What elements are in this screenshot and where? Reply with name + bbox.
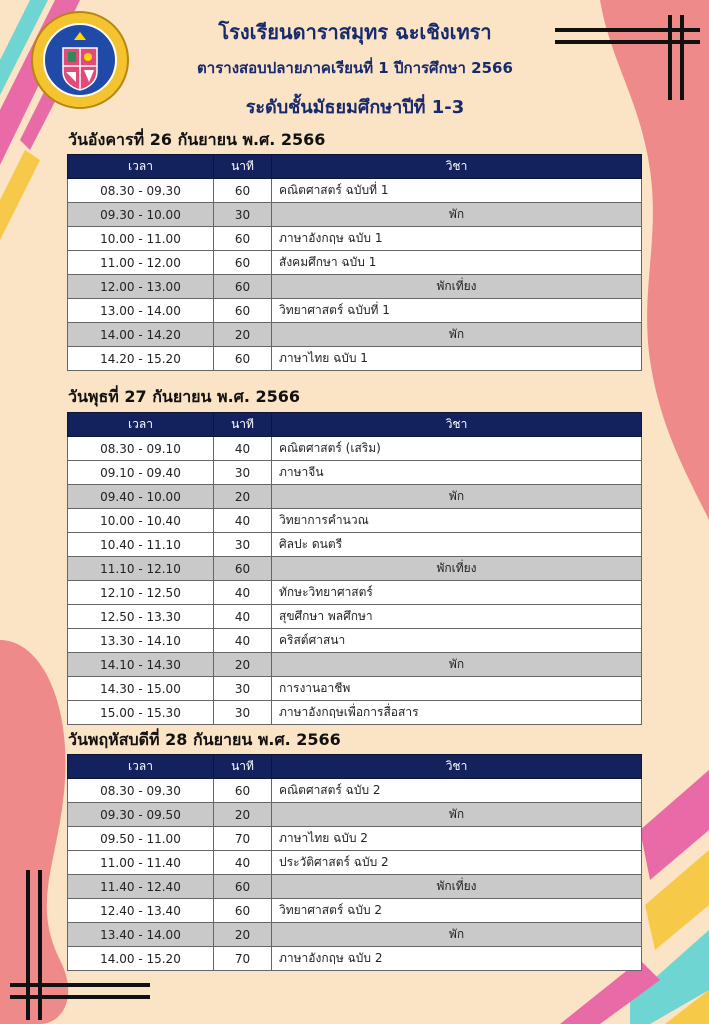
time-cell: 14.00 - 15.20: [68, 947, 214, 971]
break-row: [68, 875, 642, 899]
header-subject: วิชา: [272, 155, 642, 179]
table-header-row: [68, 413, 642, 437]
break-row: [68, 653, 642, 677]
table-row: [68, 509, 642, 533]
header-time: เวลา: [68, 155, 214, 179]
subject-cell: พักเที่ยง: [272, 275, 642, 299]
subject-cell: การงานอาชีพ: [272, 677, 642, 701]
table-row: [68, 533, 642, 557]
subject-cell: คณิตศาสตร์ ฉบับที่ 1: [272, 179, 642, 203]
header-time: เวลา: [68, 755, 214, 779]
minutes-cell: 60: [214, 299, 272, 323]
minutes-cell: 30: [214, 701, 272, 725]
time-cell: 10.00 - 10.40: [68, 509, 214, 533]
table-row: [68, 437, 642, 461]
time-cell: 11.00 - 11.40: [68, 851, 214, 875]
break-row: [68, 203, 642, 227]
minutes-cell: 20: [214, 653, 272, 677]
subject-cell: ประวัติศาสตร์ ฉบับ 2: [272, 851, 642, 875]
table-row: [68, 461, 642, 485]
break-row: [68, 275, 642, 299]
break-row: [68, 485, 642, 509]
minutes-cell: 20: [214, 323, 272, 347]
minutes-cell: 60: [214, 779, 272, 803]
school-name: โรงเรียนดาราสมุทร ฉะเชิงเทรา: [218, 20, 492, 44]
time-cell: 09.40 - 10.00: [68, 485, 214, 509]
subject-cell: ภาษาอังกฤษ ฉบับ 1: [272, 227, 642, 251]
header-minutes: นาที: [214, 413, 272, 437]
time-cell: 11.40 - 12.40: [68, 875, 214, 899]
minutes-cell: 60: [214, 251, 272, 275]
subject-cell: คณิตศาสตร์ (เสริม): [272, 437, 642, 461]
time-cell: 13.00 - 14.00: [68, 299, 214, 323]
table-row: [68, 947, 642, 971]
table-row: [68, 179, 642, 203]
time-cell: 11.00 - 12.00: [68, 251, 214, 275]
minutes-cell: 20: [214, 803, 272, 827]
subject-cell: ภาษาอังกฤษเพื่อการสื่อสาร: [272, 701, 642, 725]
time-cell: 14.30 - 15.00: [68, 677, 214, 701]
header-minutes: นาที: [214, 755, 272, 779]
day-1-title: วันอังคารที่ 26 กันยายน พ.ศ. 2566: [68, 130, 326, 149]
exam-title: ตารางสอบปลายภาคเรียนที่ 1 ปีการศึกษา 2566: [197, 59, 513, 77]
time-cell: 14.20 - 15.20: [68, 347, 214, 371]
time-cell: 10.40 - 11.10: [68, 533, 214, 557]
header-minutes: นาที: [214, 155, 272, 179]
day-3-table: [67, 754, 642, 971]
break-row: [68, 557, 642, 581]
subject-cell: วิทยาศาสตร์ ฉบับที่ 1: [272, 299, 642, 323]
subject-cell: พัก: [272, 323, 642, 347]
minutes-cell: 60: [214, 275, 272, 299]
time-cell: 12.50 - 13.30: [68, 605, 214, 629]
time-cell: 09.50 - 11.00: [68, 827, 214, 851]
subject-cell: สุขศึกษา พลศึกษา: [272, 605, 642, 629]
minutes-cell: 60: [214, 227, 272, 251]
page-header: [0, 0, 709, 125]
minutes-cell: 20: [214, 923, 272, 947]
minutes-cell: 60: [214, 875, 272, 899]
minutes-cell: 30: [214, 533, 272, 557]
subject-cell: พัก: [272, 653, 642, 677]
table-row: [68, 701, 642, 725]
minutes-cell: 60: [214, 899, 272, 923]
minutes-cell: 60: [214, 347, 272, 371]
minutes-cell: 40: [214, 437, 272, 461]
break-row: [68, 923, 642, 947]
subject-cell: พัก: [272, 923, 642, 947]
table-row: [68, 251, 642, 275]
time-cell: 09.30 - 10.00: [68, 203, 214, 227]
subject-cell: วิทยาการคำนวณ: [272, 509, 642, 533]
table-row: [68, 581, 642, 605]
header-subject: วิชา: [272, 413, 642, 437]
table-row: [68, 299, 642, 323]
time-cell: 13.30 - 14.10: [68, 629, 214, 653]
break-row: [68, 323, 642, 347]
minutes-cell: 30: [214, 461, 272, 485]
table-row: [68, 827, 642, 851]
subject-cell: พัก: [272, 803, 642, 827]
table-header-row: [68, 155, 642, 179]
minutes-cell: 40: [214, 509, 272, 533]
day-2-table: [67, 412, 642, 725]
time-cell: 14.10 - 14.30: [68, 653, 214, 677]
subject-cell: ภาษาจีน: [272, 461, 642, 485]
subject-cell: พัก: [272, 203, 642, 227]
minutes-cell: 40: [214, 629, 272, 653]
minutes-cell: 30: [214, 203, 272, 227]
table-row: [68, 779, 642, 803]
subject-cell: ภาษาอังกฤษ ฉบับ 2: [272, 947, 642, 971]
table-row: [68, 605, 642, 629]
subject-cell: คณิตศาสตร์ ฉบับ 2: [272, 779, 642, 803]
minutes-cell: 70: [214, 827, 272, 851]
table-row: [68, 899, 642, 923]
table-header-row: [68, 755, 642, 779]
minutes-cell: 60: [214, 179, 272, 203]
break-row: [68, 803, 642, 827]
time-cell: 08.30 - 09.30: [68, 779, 214, 803]
subject-cell: ศิลปะ ดนตรี: [272, 533, 642, 557]
time-cell: 12.40 - 13.40: [68, 899, 214, 923]
time-cell: 13.40 - 14.00: [68, 923, 214, 947]
day-2-title: วันพุธที่ 27 กันยายน พ.ศ. 2566: [68, 387, 301, 406]
subject-cell: พักเที่ยง: [272, 557, 642, 581]
time-cell: 14.00 - 14.20: [68, 323, 214, 347]
time-cell: 08.30 - 09.30: [68, 179, 214, 203]
minutes-cell: 40: [214, 605, 272, 629]
subject-cell: สังคมศึกษา ฉบับ 1: [272, 251, 642, 275]
header-subject: วิชา: [272, 755, 642, 779]
subject-cell: พัก: [272, 485, 642, 509]
subject-cell: คริสต์ศาสนา: [272, 629, 642, 653]
time-cell: 15.00 - 15.30: [68, 701, 214, 725]
minutes-cell: 20: [214, 485, 272, 509]
day-1-table: [67, 154, 642, 371]
subject-cell: ภาษาไทย ฉบับ 2: [272, 827, 642, 851]
minutes-cell: 40: [214, 581, 272, 605]
time-cell: 12.00 - 13.00: [68, 275, 214, 299]
school-logo: [30, 10, 130, 110]
day-3-title: วันพฤหัสบดีที่ 28 กันยายน พ.ศ. 2566: [68, 730, 341, 749]
time-cell: 09.30 - 09.50: [68, 803, 214, 827]
subject-cell: พักเที่ยง: [272, 875, 642, 899]
table-row: [68, 851, 642, 875]
table-row: [68, 629, 642, 653]
header-time: เวลา: [68, 413, 214, 437]
minutes-cell: 30: [214, 677, 272, 701]
table-row: [68, 347, 642, 371]
level-title: ระดับชั้นมัธยมศึกษาปีที่ 1-3: [245, 97, 465, 118]
minutes-cell: 70: [214, 947, 272, 971]
time-cell: 12.10 - 12.50: [68, 581, 214, 605]
subject-cell: ทักษะวิทยาศาสตร์: [272, 581, 642, 605]
table-row: [68, 227, 642, 251]
time-cell: 08.30 - 09.10: [68, 437, 214, 461]
subject-cell: วิทยาศาสตร์ ฉบับ 2: [272, 899, 642, 923]
time-cell: 09.10 - 09.40: [68, 461, 214, 485]
table-row: [68, 677, 642, 701]
subject-cell: ภาษาไทย ฉบับ 1: [272, 347, 642, 371]
minutes-cell: 40: [214, 851, 272, 875]
minutes-cell: 60: [214, 557, 272, 581]
time-cell: 11.10 - 12.10: [68, 557, 214, 581]
time-cell: 10.00 - 11.00: [68, 227, 214, 251]
